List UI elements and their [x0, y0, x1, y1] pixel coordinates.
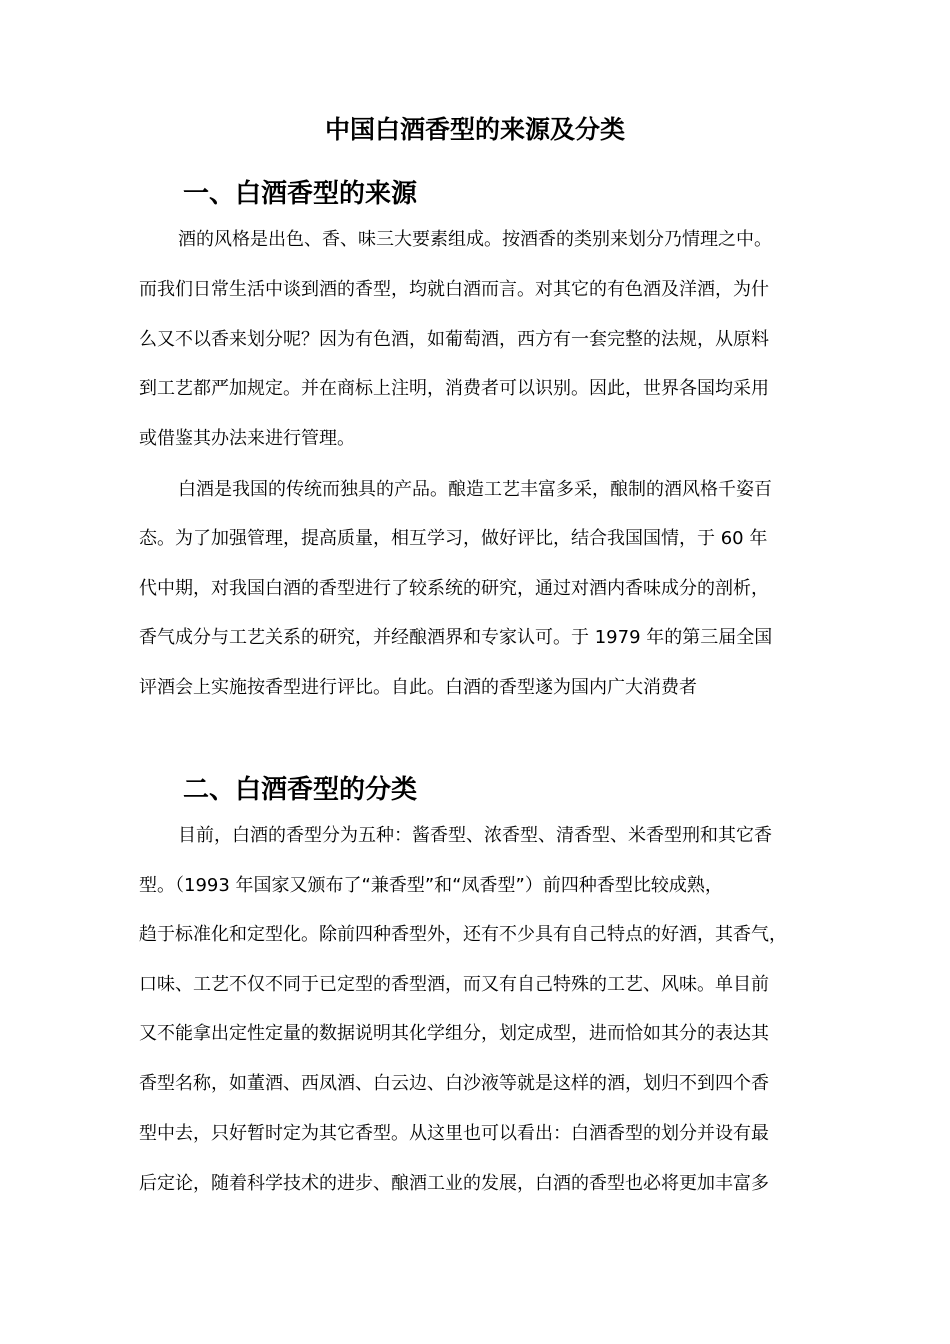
paragraph-line: 型。（1993 年国家又颁布了“兼香型”和“凤香型”）前四种香型比较成熟，	[139, 875, 723, 896]
section-heading-origin: 一、白酒香型的来源	[183, 179, 418, 209]
document-title: 中国白酒香型的来源及分类	[324, 115, 625, 144]
paragraph-line: 趋于标准化和定型化。除前四种香型外，还有不少具有自己特点的好酒，其香气，	[139, 924, 787, 945]
paragraph-line: 口味、工艺不仅不同于已定型的香型酒，而又有自己特殊的工艺、风味。单目前	[139, 974, 769, 995]
paragraph-line: 型中去，只好暂时定为其它香型。从这里也可以看出：白酒香型的划分并设有最	[139, 1123, 769, 1144]
paragraph-line: 态。为了加强管理，提高质量，相互学习，做好评比，结合我国国情，于 60 年	[139, 528, 768, 549]
paragraph-line: 而我们日常生活中谈到酒的香型，均就白酒而言。对其它的有色酒及洋酒，为什	[139, 279, 769, 300]
paragraph-line: 代中期，对我国白酒的香型进行了较系统的研究，通过对酒内香味成分的剖析，	[139, 578, 769, 599]
paragraph-line: 评酒会上实施按香型进行评比。自此。白酒的香型遂为国内广大消费者	[139, 677, 697, 698]
paragraph-line: 香气成分与工艺关系的研究，并经酿酒界和专家认可。于 1979 年的第三届全国	[139, 627, 773, 648]
section-heading-classification: 二、白酒香型的分类	[183, 775, 418, 805]
paragraph-line: 酒的风格是出色、香、味三大要素组成。按酒香的类别来划分乃情理之中。	[178, 229, 772, 250]
paragraph-line: 又不能拿出定性定量的数据说明其化学组分，划定成型，进而恰如其分的表达其	[139, 1023, 769, 1044]
paragraph-line: 白酒是我国的传统而独具的产品。酿造工艺丰富多采，酿制的酒风格千姿百	[178, 479, 772, 500]
paragraph-line: 后定论，随着科学技术的进步、酿酒工业的发展，白酒的香型也必将更加丰富多	[139, 1173, 769, 1194]
paragraph-line: 到工艺都严加规定。并在商标上注明，消费者可以识别。因此，世界各国均采用	[139, 378, 769, 399]
paragraph-line: 么又不以香来划分呢？因为有色酒，如葡萄酒，西方有一套完整的法规，从原料	[139, 329, 769, 350]
paragraph-line: 香型名称，如董酒、西凤酒、白云边、白沙液等就是这样的酒，划归不到四个香	[139, 1073, 769, 1094]
paragraph-line: 或借鉴其办法来进行管理。	[139, 428, 355, 449]
paragraph-line: 目前，白酒的香型分为五种：酱香型、浓香型、清香型、米香型刑和其它香	[178, 825, 772, 846]
